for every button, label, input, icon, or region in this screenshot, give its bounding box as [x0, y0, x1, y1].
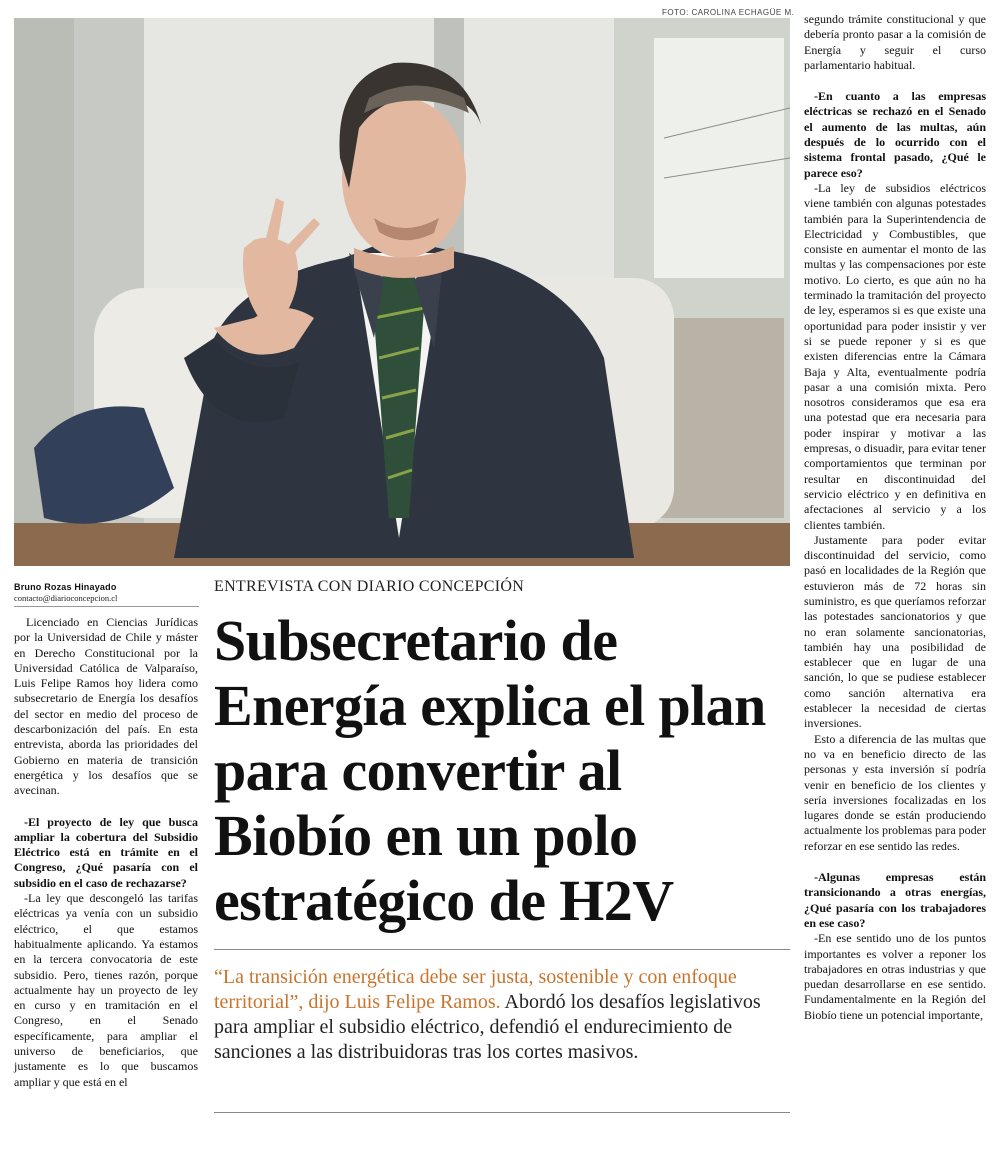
article-column-left [14, 615, 198, 1090]
author-email: contacto@diarioconcepcion.cl [14, 593, 118, 603]
lede-quote: “La transición energética debe ser justa, sostenible y con enfoque territorial”, dijo Luis Felipe Ramos. [214, 966, 737, 1013]
answer-1-continued: segundo trámite constitucional y que debería pronto pasar a la comisión de Energía y seguir el curso parlamentario habitual. [804, 12, 986, 72]
answer-2: -La ley de subsidios eléctricos viene también con algunas potestades también para la Superintendencia de Electricidad y Combustibles, que consiste en aumentar el monto de las multas y las compensaciones por este motivo. Lo cierto, es que aún no ha terminado la tramitación del proyecto de ley, esperamos si es que existe una oportunidad para poder insistir y ver si se puede reponer y si es que existen diferencias entre la Cámara Baja y Alta, eventualmente podría pasar a una comisión mixta. Pero nosotros consideramos que esa era una potestad que era necesaria para poder inspirar y motivar a las empresas, o disuadir, para evitar tener comportamientos que terminan por resultar en discontinuidad del servicio eléctrico y en definitiva en afectaciones al servicio y a los clientes también. [804, 180, 986, 532]
answer-3: -En ese sentido uno de los puntos importantes es volver a reponer los trabajadores en otras industrias y que puedan desarrollarse en ese sentido. Fundamentalmente en la Región del Biobío tiene un potencial importante, [804, 931, 986, 1022]
question-3: -Algunas empresas están transicionando a otras energías, ¿Qué pasaría con los trabajadores en ese caso? [804, 870, 986, 930]
answer-2-paragraph-3: Esto a diferencia de las multas que no va en beneficio directo de las personas y esta inversión sí podría venir en beneficio de los clientes y sería inversiones focalizadas en los lugares donde se están produciendo actualmente los problemas para poder reforzar en ese sentido las redes. [804, 731, 986, 853]
answer-1: -La ley que descongeló las tarifas eléctricas ya venía con un subsidio eléctrico, el que estamos habitualmente aplicando. Ya estamos en la tercera convocatoria de este subsidio. Pero, tienes razón, porque actualmente hay un proyecto de ley en curso y en tramitación en el Congreso, en el Senado específicamente, para ampliar el universo de beneficiarios, que justamente es lo que buscamos ampliar y que está en el [14, 891, 198, 1089]
interview-photo [14, 18, 790, 566]
headline [214, 608, 789, 933]
lede-text: Abordó los desafíos legislativos para ampliar el subsidio eléctrico, defendió el endurecimiento de sanciones a las distribuidoras tras los cortes masivos. [214, 991, 761, 1063]
lede-bottom-divider [214, 1112, 790, 1113]
author-name: Bruno Rozas Hinayado [14, 582, 117, 592]
photo-credit: FOTO: CAROLINA ECHAGÜE M. [662, 8, 795, 17]
byline-divider [14, 606, 199, 607]
lede [214, 965, 790, 1065]
portrait-illustration [14, 18, 790, 566]
headline-bold: Subsecretario de Energía [214, 608, 618, 738]
answer-2-paragraph-2: Justamente para poder evitar discontinuidad del servicio, como pasó en localidades de la Región que estuvieron más de 72 horas sin suministro, es que queríamos reforzar las potestades sancionatorios y que no eran solamente sancionatorias, también hay una posibilidad de establecer que en lugar de una sanción, lo que se pudiese establecer como sanción alternativa era establecer la necesidad de ciertas inversiones. [804, 532, 986, 731]
headline-regular: explica el plan para convertir al Biobío en un polo estratégico de H2V [214, 673, 766, 933]
intro-paragraph: Licenciado en Ciencias Jurídicas por la Universidad de Chile y máster en Derecho Constitucional por la Universidad Católica de Valparaíso, Luis Felipe Ramos hoy lidera como subsecretario de Energía los desafíos del sector en medio del proceso de descarbonización del país. En esta entrevista, aborda las prioridades del Gobierno en materia de transición energética y los desafíos que se avecinan. [14, 615, 198, 798]
lede-top-divider [214, 949, 790, 950]
question-1: -El proyecto de ley que busca ampliar la cobertura del Subsidio Eléctrico está en trámite en el Congreso, ¿Qué pasaría con el subsidio en el caso de rechazarse? [14, 814, 198, 890]
article-column-right [804, 12, 986, 1023]
byline [14, 582, 199, 603]
question-2: -En cuanto a las empresas eléctricas se rechazó en el Senado el aumento de las multas, aún después de lo ocurrido con el sistema frontal pasado, ¿Qué le parece eso? [804, 89, 986, 180]
section-label: ENTREVISTA CON DIARIO CONCEPCIÓN [214, 578, 525, 595]
